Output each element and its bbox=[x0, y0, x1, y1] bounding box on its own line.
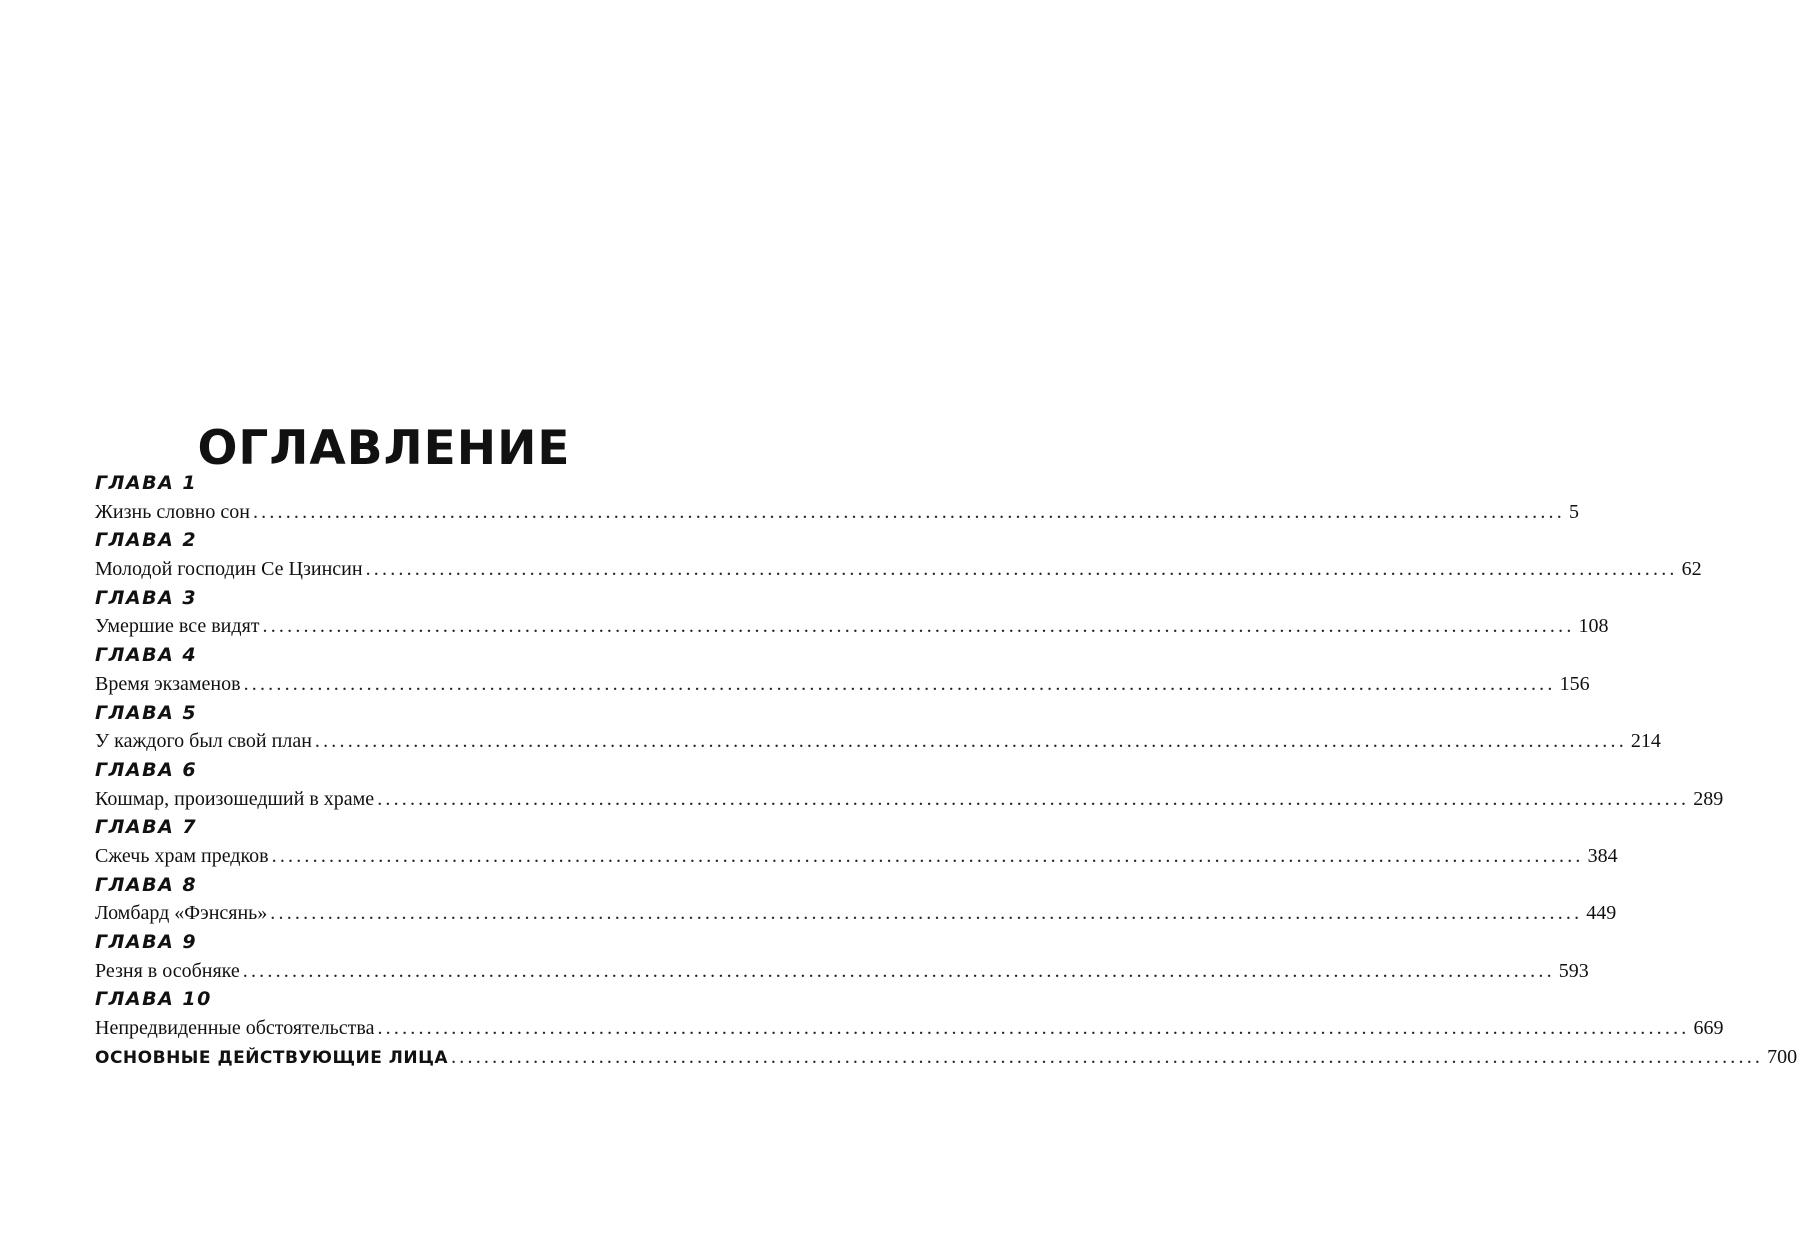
page-number: 593 bbox=[1558, 959, 1589, 982]
chapter-label: ГЛАВА 3 bbox=[95, 586, 198, 609]
dot-leader: ................................................................................................................................................................ bbox=[262, 615, 1575, 638]
chapter-name: Непредвиденные обстоятельства bbox=[95, 1017, 375, 1040]
chapter-name: Время экзаменов bbox=[95, 672, 241, 695]
dot-leader: ................................................................................................................................................................ bbox=[365, 558, 1678, 581]
chapter-label: ГЛАВА 2 bbox=[95, 529, 198, 552]
page-number: 669 bbox=[1693, 1017, 1724, 1040]
page-title: ОГЛАВЛЕНИЕ bbox=[197, 421, 571, 477]
page-number: 214 bbox=[1630, 730, 1661, 753]
toc-entry[interactable] bbox=[95, 500, 1579, 530]
toc-entry[interactable] bbox=[95, 615, 1609, 644]
chapter-name: Умершие все видят bbox=[95, 615, 260, 638]
toc-entry[interactable] bbox=[95, 672, 1590, 702]
chapter-name: Молодой господин Се Цзинсин bbox=[95, 558, 363, 581]
page-number: 5 bbox=[1568, 500, 1579, 523]
dot-leader: ................................................................................................................................................................ bbox=[271, 844, 1584, 867]
chapter-name: Жизнь словно сон bbox=[95, 500, 250, 523]
chapter-label: ГЛАВА 9 bbox=[95, 931, 198, 953]
chapter-heading bbox=[95, 874, 650, 903]
chapter-label: ГЛАВА 7 bbox=[95, 816, 198, 839]
toc-entry[interactable] bbox=[95, 959, 1589, 989]
chapter-name: У каждого был свой план bbox=[95, 730, 312, 753]
dot-leader: ................................................................................................................................................................ bbox=[451, 1045, 1764, 1068]
dot-leader: ................................................................................................................................................................ bbox=[252, 500, 1565, 523]
chapter-heading bbox=[95, 702, 650, 731]
main-characters-label: ОСНОВНЫЕ ДЕЙСТВУЮЩИЕ ЛИЦА bbox=[95, 1047, 449, 1068]
dot-leader: ................................................................................................................................................................ bbox=[377, 1017, 1690, 1040]
toc-entry[interactable] bbox=[95, 902, 1617, 931]
chapter-label: ГЛАВА 8 bbox=[95, 873, 198, 896]
chapter-name: Резня в особняке bbox=[95, 959, 240, 982]
chapter-label: ГЛАВА 5 bbox=[95, 701, 198, 724]
page-number: 62 bbox=[1681, 558, 1702, 581]
page-number: 289 bbox=[1693, 787, 1724, 810]
chapter-heading bbox=[95, 988, 650, 1017]
page-number: 384 bbox=[1587, 844, 1618, 867]
chapter-label: ГЛАВА 4 bbox=[95, 644, 198, 667]
page-number: 108 bbox=[1578, 615, 1609, 638]
dot-leader: ................................................................................................................................................................ bbox=[243, 672, 1556, 695]
toc-entry[interactable] bbox=[95, 558, 1702, 587]
chapter-heading bbox=[95, 529, 650, 558]
page-number: 449 bbox=[1586, 902, 1617, 925]
chapter-label: ГЛАВА 1 bbox=[95, 472, 198, 494]
dot-leader: ................................................................................................................................................................ bbox=[314, 730, 1627, 753]
chapter-name: Ломбард «Фэнсянь» bbox=[95, 902, 268, 925]
page-number: 156 bbox=[1559, 672, 1590, 695]
dot-leader: ................................................................................................................................................................ bbox=[242, 959, 1555, 982]
toc-entry[interactable] bbox=[95, 730, 1661, 759]
toc-entry[interactable] bbox=[95, 787, 1724, 817]
page-number: 700 bbox=[1767, 1045, 1797, 1068]
toc-entry-main-characters[interactable] bbox=[95, 1045, 1797, 1075]
chapter-label: ГЛАВА 6 bbox=[95, 758, 198, 781]
dot-leader: ................................................................................................................................................................ bbox=[270, 902, 1583, 925]
chapter-name: Кошмар, произошедший в храме bbox=[95, 787, 375, 810]
chapter-heading bbox=[95, 587, 650, 616]
chapter-heading bbox=[95, 931, 650, 960]
chapter-heading bbox=[95, 472, 650, 501]
chapter-heading bbox=[95, 816, 650, 845]
chapter-label: ГЛАВА 10 bbox=[95, 988, 212, 1011]
table-of-contents bbox=[95, 472, 1797, 1074]
chapter-name: Сжечь храм предков bbox=[95, 844, 269, 867]
toc-entry[interactable] bbox=[95, 844, 1618, 874]
toc-entry[interactable] bbox=[95, 1017, 1724, 1046]
dot-leader: ................................................................................................................................................................ bbox=[377, 787, 1690, 810]
chapter-heading bbox=[95, 644, 650, 673]
chapter-heading bbox=[95, 759, 650, 788]
